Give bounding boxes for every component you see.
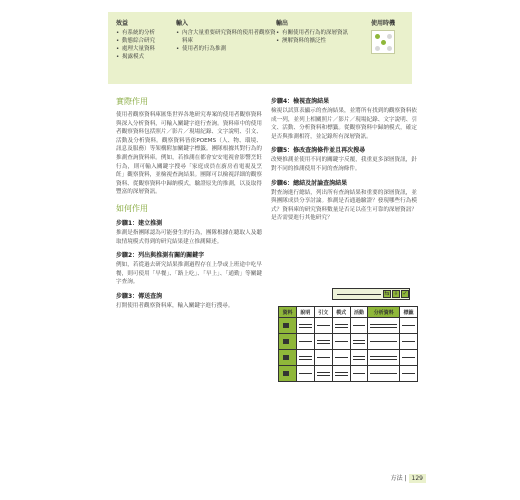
table-cell <box>279 366 297 382</box>
inputs-column <box>176 18 278 53</box>
table-cell <box>400 318 418 334</box>
step-3-title: 步驟3：傳送查詢 <box>116 292 163 300</box>
table-cell <box>332 318 350 334</box>
section-heading-how: 如何作用 <box>116 203 148 213</box>
spreadsheet-illustration <box>274 282 420 414</box>
table-cell <box>332 366 350 382</box>
input-item: • 內含大量重要研究資料的使用者觀察資料庫 <box>176 29 278 45</box>
usage-dot-active <box>375 34 380 39</box>
search-toolbar <box>332 288 410 300</box>
benefit-item: • 有系統的分析 <box>116 29 178 37</box>
usage-grid-icon <box>371 30 395 54</box>
table-cell <box>279 334 297 350</box>
purpose-paragraph: 使用者觀察資料庫匯集世界各地研究專案的使用者觀察資料與深入分析資料，可輸入關鍵字進行查詢。資料庫中的使用者觀察資料包括照片／影片／現場紀錄、文字說明、引文、活動及分析資料。觀察資料皆依POEMS（人、物、環境、訊息及服務）等架構附加關鍵字標籤。團隊根據其對行為的推測查詢資料庫。例如，若推測在都會安安電視會影響烹飪行為，則可輸入關鍵字搜尋「家庭成員在廚房看電視及烹飪」觀察資料，並檢視查詢結果。團隊可以檢視詳細的觀察資料、從觀察資料中歸納模式，驗證原先的推測，以及取得豐富的深層資訊。 <box>116 112 262 196</box>
table-cell <box>368 334 400 350</box>
output-item: • 澳解資料的擴泛性 <box>276 37 374 45</box>
table-cell <box>314 318 332 334</box>
table-cell <box>400 366 418 382</box>
step-2-title: 步驟2：列出與推測有關的關鍵字 <box>116 252 205 260</box>
benefit-item: • 動態綜合研究 <box>116 37 178 45</box>
benefits-title: 效益 <box>116 20 129 27</box>
page-number: 129 <box>409 474 426 483</box>
table-row <box>279 318 418 334</box>
table-cell <box>296 366 314 382</box>
left-column <box>116 96 262 311</box>
table-row <box>279 334 418 350</box>
step-4-text: 檢視以試算表顯示的查詢結果，並將所有找到的觀察資料依成一列，並列上相關照片／影片／現場紀錄、文字說明、引文、活動、分析資料和標籤。從觀察資料中歸納模式，確定是否與推測相符，並記錄所有深層資訊。 <box>271 108 417 140</box>
table-cell <box>400 334 418 350</box>
output-item: • 有關使用者行為的深層資訊 <box>276 29 374 37</box>
outputs-column <box>276 18 374 45</box>
inputs-title: 輸入 <box>176 20 189 27</box>
header-description: 說明 <box>296 307 314 318</box>
table-cell <box>350 350 368 366</box>
header-pattern: 模式 <box>332 307 350 318</box>
table-cell <box>332 334 350 350</box>
table-cell <box>314 334 332 350</box>
results-table <box>278 306 418 382</box>
usage-timing <box>371 18 395 54</box>
table-cell <box>296 350 314 366</box>
photo-mark <box>283 371 289 376</box>
step-2-text: 例如，若從過去研究結果推測過程存在上學或上班途中吃早餐，則可使用「早餐」、「路上吃」、「早上」、「通勤」等關鍵字查詢。 <box>116 262 262 286</box>
step-3-text: 打開使用者觀察資料庫，輸入關鍵字進行搜尋。 <box>116 302 234 309</box>
table-cell <box>279 318 297 334</box>
usage-dot-active <box>381 40 386 45</box>
table-cell <box>296 318 314 334</box>
input-item: • 使用者的行為推測 <box>176 45 278 53</box>
photo-mark <box>283 323 289 328</box>
benefit-item: • 揭露模式 <box>116 53 178 61</box>
download-icon: ⇩ <box>393 290 399 297</box>
table-cell <box>350 366 368 382</box>
usage-dot <box>387 34 392 39</box>
step-1-title: 步驟1：建立推測 <box>116 219 163 227</box>
table-cell <box>332 350 350 366</box>
check-icon: ✓ <box>402 290 408 297</box>
step-5-title: 步驟5：修改查詢條件並且再次搜尋 <box>271 147 366 155</box>
header-activity: 活動 <box>350 307 368 318</box>
section-heading-purpose: 實際作用 <box>116 97 148 106</box>
photo-mark <box>283 355 289 360</box>
table-cell <box>368 318 400 334</box>
table-header-row <box>279 307 418 318</box>
table-cell <box>350 334 368 350</box>
table-row <box>279 366 418 382</box>
usage-title: 使用時機 <box>371 20 396 27</box>
table-cell <box>350 318 368 334</box>
photo-mark <box>283 339 289 344</box>
table-cell <box>296 334 314 350</box>
step-6-text: 對查詢進行總結，列出所有查詢結果和重要的深層資訊，並與團隊成員分享討論。推測是否通過驗證？發現哪些行為模式？資料庫的研究資料數量是否足以產生可靠的深層資訊？是否需要進行其他研究？ <box>271 189 417 222</box>
step-1-text: 推測是指團隊認為可能發生的行為，團隊根據在聽取人及聽取情境模式得到的研究結果建立推測陳述。 <box>116 229 262 245</box>
usage-dot <box>387 46 392 51</box>
swap-icon: ⇆ <box>384 290 390 297</box>
table-cell <box>314 350 332 366</box>
table-cell <box>314 366 332 382</box>
outputs-title: 輸出 <box>276 20 289 27</box>
table-row <box>279 350 418 366</box>
header-analysis: 分析資料 <box>368 307 400 318</box>
right-column <box>271 96 417 223</box>
table-cell <box>279 350 297 366</box>
header-quote: 引文 <box>314 307 332 318</box>
benefits-column <box>116 18 178 61</box>
step-6-title: 步驟6：總結及討論查詢結果 <box>271 179 348 187</box>
header-data: 資料 <box>279 307 297 318</box>
step-4-title: 步驟4：檢視查詢結果 <box>271 98 330 105</box>
page-footer: 方法 | 129 <box>391 473 426 482</box>
benefit-item: • 處理大量資料 <box>116 45 178 53</box>
usage-dot <box>375 46 380 51</box>
header-tag: 標籤 <box>400 307 418 318</box>
footer-label: 方法 <box>390 475 403 482</box>
summary-panel <box>108 12 412 84</box>
table-cell <box>368 366 400 382</box>
search-field-line <box>337 294 381 295</box>
step-5-text: 改變推測並使用不同的關鍵字反覆，我重更多深層資訊，針對不同的推測使用不同的查詢條件。 <box>271 157 417 172</box>
table-cell <box>368 350 400 366</box>
table-cell <box>400 350 418 366</box>
